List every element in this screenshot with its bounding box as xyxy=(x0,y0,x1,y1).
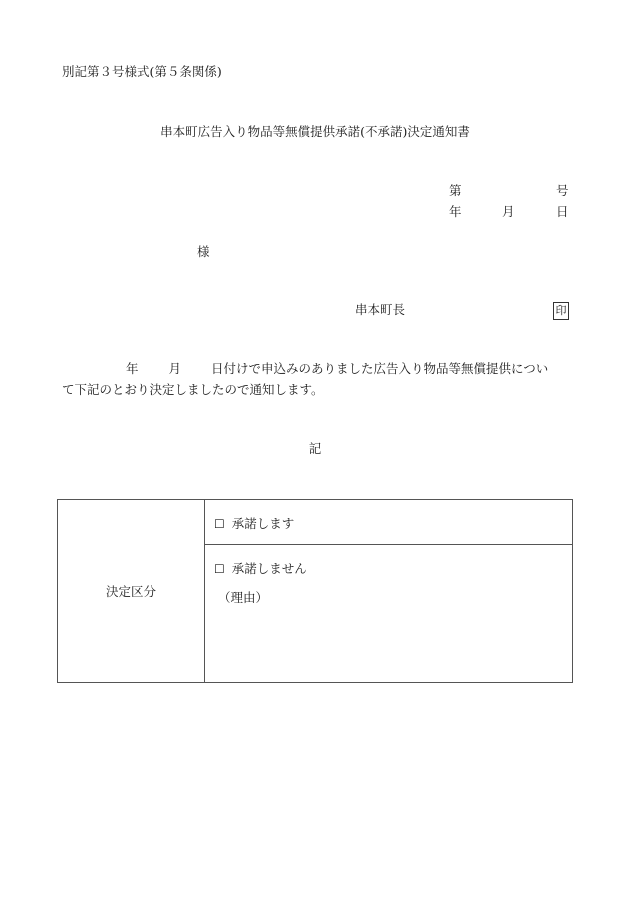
body-month-label: 月 xyxy=(168,361,182,376)
body-line-2: て下記のとおり決定しましたので通知します。 xyxy=(62,382,324,397)
form-number: 別記第３号様式(第５条関係) xyxy=(62,64,222,79)
sender-name: 串本町長 xyxy=(355,302,406,317)
checkbox-icon[interactable]: ☐ xyxy=(214,562,225,576)
ki-heading: 記 xyxy=(308,441,322,456)
reject-option[interactable] xyxy=(205,545,572,577)
seal-mark: 印 xyxy=(553,302,569,320)
doc-number-suffix: 号 xyxy=(556,183,569,198)
date-year-label: 年 xyxy=(449,204,462,219)
document-title: 串本町広告入り物品等無償提供承諾(不承諾)決定通知書 xyxy=(160,124,470,139)
approve-option[interactable] xyxy=(205,500,572,532)
approve-cell xyxy=(205,500,573,545)
decision-label: 決定区分 xyxy=(105,584,156,599)
doc-number-prefix: 第 xyxy=(449,183,462,198)
reject-label: 承諾しません xyxy=(231,561,307,576)
date-day-label: 日 xyxy=(556,204,569,219)
body-line-1 xyxy=(126,363,548,376)
body-line-1-text: 日付けで申込みのありました広告入り物品等無償提供につい xyxy=(211,361,549,376)
approve-label: 承諾します xyxy=(231,516,295,531)
addressee-suffix: 様 xyxy=(197,244,210,259)
body-year-label: 年 xyxy=(126,361,139,376)
reject-cell xyxy=(205,545,573,683)
decision-label-cell xyxy=(58,500,205,683)
date-month-label: 月 xyxy=(502,204,515,219)
decision-table xyxy=(57,499,573,683)
reason-label: （理由） xyxy=(218,590,269,605)
checkbox-icon[interactable]: ☐ xyxy=(214,517,225,531)
